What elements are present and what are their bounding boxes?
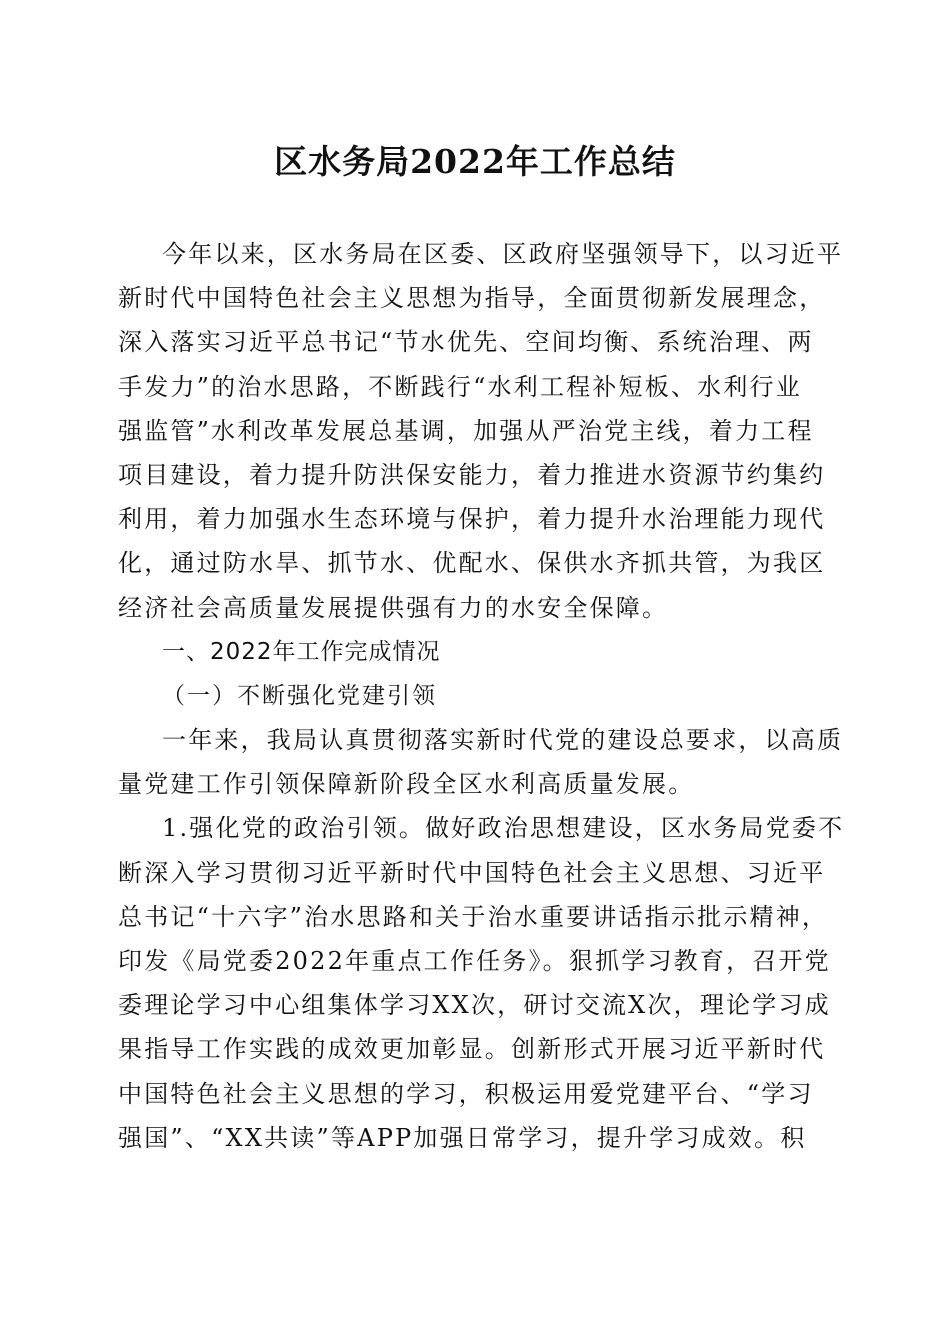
- paragraph-line: 委理论学习中心组集体学习XX次，研讨交流X次，理论学习成: [118, 991, 831, 1020]
- section-heading: 一、2022年工作完成情况: [162, 638, 441, 665]
- paragraph-line: 项目建设，着力提升防洪保安能力，着力推进水资源节约集约: [118, 460, 826, 489]
- paragraph-line: 果指导工作实践的成效更加彰显。创新形式开展习近平新时代: [118, 1035, 826, 1064]
- document-body: [118, 232, 845, 1160]
- paragraph-line: 总书记“十六字”治水思路和关于治水重要讲话指示批示精神，: [118, 902, 829, 931]
- paragraph-line: 中国特色社会主义思想的学习，积极运用爱党建平台、“学习: [118, 1079, 814, 1108]
- paragraph-line: 今年以来，区水务局在区委、区政府坚强领导下，以习近平: [162, 240, 844, 268]
- paragraph-line: 新时代中国特色社会主义思想为指导，全面贯彻新发展理念，: [118, 284, 826, 313]
- paragraph-line: 印发《局党委2022年重点工作任务》。狠抓学习教育，召开党: [118, 947, 831, 975]
- paragraph-line: 经济社会高质量发展提供强有力的水安全保障。: [118, 593, 669, 622]
- paragraph-line: 手发力”的治水思路，不断践行“水利工程补短板、水利行业: [118, 372, 802, 401]
- paragraph-line: 化，通过防水旱、抓节水、优配水、保供水齐抓共管，为我区: [118, 549, 826, 578]
- subsection-heading: （一）不断强化党建引领: [162, 682, 437, 709]
- paragraph-line: 断深入学习贯彻习近平新时代中国特色社会主义思想、习近平: [118, 858, 826, 887]
- paragraph-line: 一年来，我局认真贯彻落实新时代党的建设总要求，以高质: [162, 726, 844, 755]
- paragraph-line: 强监管”水利改革发展总基调，加强从严治党主线，着力工程: [118, 416, 814, 445]
- paragraph-line: 利用，着力加强水生态环境与保护，着力提升水治理能力现代: [118, 505, 826, 534]
- paragraph-line: 强国”、“XX共读”等APP加强日常学习，提升学习成效。积: [118, 1123, 807, 1152]
- document-title: 区水务局2022年工作总结: [274, 142, 676, 181]
- paragraph-line: 1.强化党的政治引领。做好政治思想建设，区水务局党委不: [162, 814, 845, 843]
- paragraph-line: 量党建工作引领保障新阶段全区水利高质量发展。: [118, 770, 695, 799]
- paragraph-line: 深入落实习近平总书记“节水优先、空间均衡、系统治理、两: [118, 328, 814, 357]
